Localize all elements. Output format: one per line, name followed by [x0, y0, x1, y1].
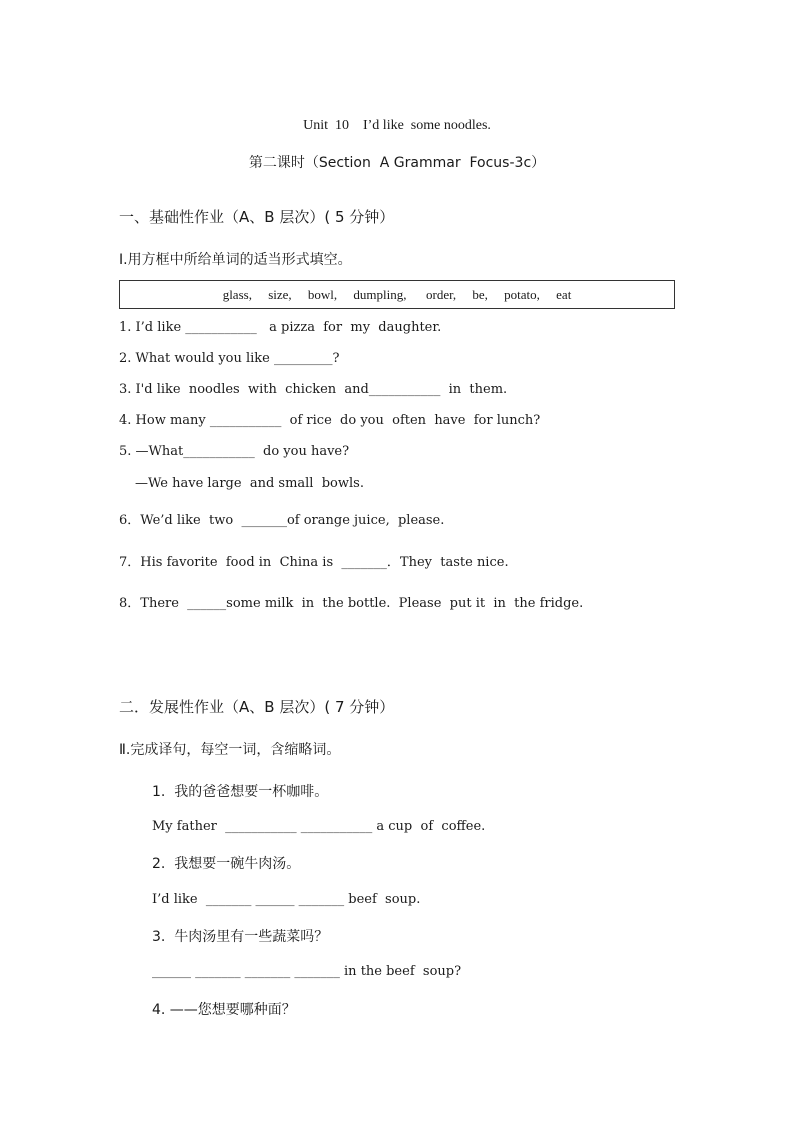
- question-1: 1. I’d like ___________ a pizza for my daughter.: [119, 320, 442, 335]
- word-box-words: glass, size, bowl, dumpling, order, be, potato, eat: [222, 287, 572, 302]
- translation-instruction: Ⅱ.完成译句，每空一词，含缩略词。: [119, 742, 341, 758]
- section-heading-development: 二．发展性作业（A、B 层次）( 7 分钟）: [119, 698, 395, 716]
- word-box: [119, 280, 675, 309]
- question-4: 4. How many ___________ of rice do you often have for lunch?: [119, 413, 541, 428]
- question-8: 8．There ______some milk in the bottle. Please put it in the fridge.: [119, 596, 584, 611]
- question-5-answer-line: —We have large and small bowls.: [135, 476, 364, 491]
- translation-4-chinese: 4. ——您想要哪种面？: [152, 1002, 296, 1018]
- translation-1-english: My father ___________ ___________ a cup of coffee.: [152, 819, 486, 834]
- translation-3-english: ______ _______ _______ _______ in the beef soup?: [152, 964, 462, 979]
- question-3: 3. I'd like noodles with chicken and___________ in them.: [119, 382, 508, 397]
- question-7: 7．His favorite food in China is _______．They taste nice.: [119, 555, 509, 570]
- lesson-title: 第二课时（Section A Grammar Focus-3c）: [248, 155, 546, 171]
- section-heading-basic: 一、基础性作业（A、B 层次）( 5 分钟）: [119, 208, 395, 226]
- translation-1-chinese: 1. 我的爸爸想要一杯咖啡。: [152, 784, 329, 800]
- question-6: 6．We’d like two _______of orange juice, please.: [119, 513, 445, 528]
- translation-3-chinese: 3. 牛肉汤里有一些蔬菜吗？: [152, 929, 329, 945]
- translation-2-chinese: 2. 我想要一碗牛肉汤。: [152, 856, 301, 872]
- question-5: 5. —What___________ do you have?: [119, 444, 350, 459]
- exercise-instruction: I.用方框中所给单词的适当形式填空。: [119, 252, 352, 268]
- question-2: 2. What would you like _________?: [119, 351, 340, 366]
- translation-2-english: I’d like _______ ______ _______ beef soup.: [152, 892, 421, 907]
- unit-title: Unit 10 I’d like some noodles.: [303, 118, 491, 133]
